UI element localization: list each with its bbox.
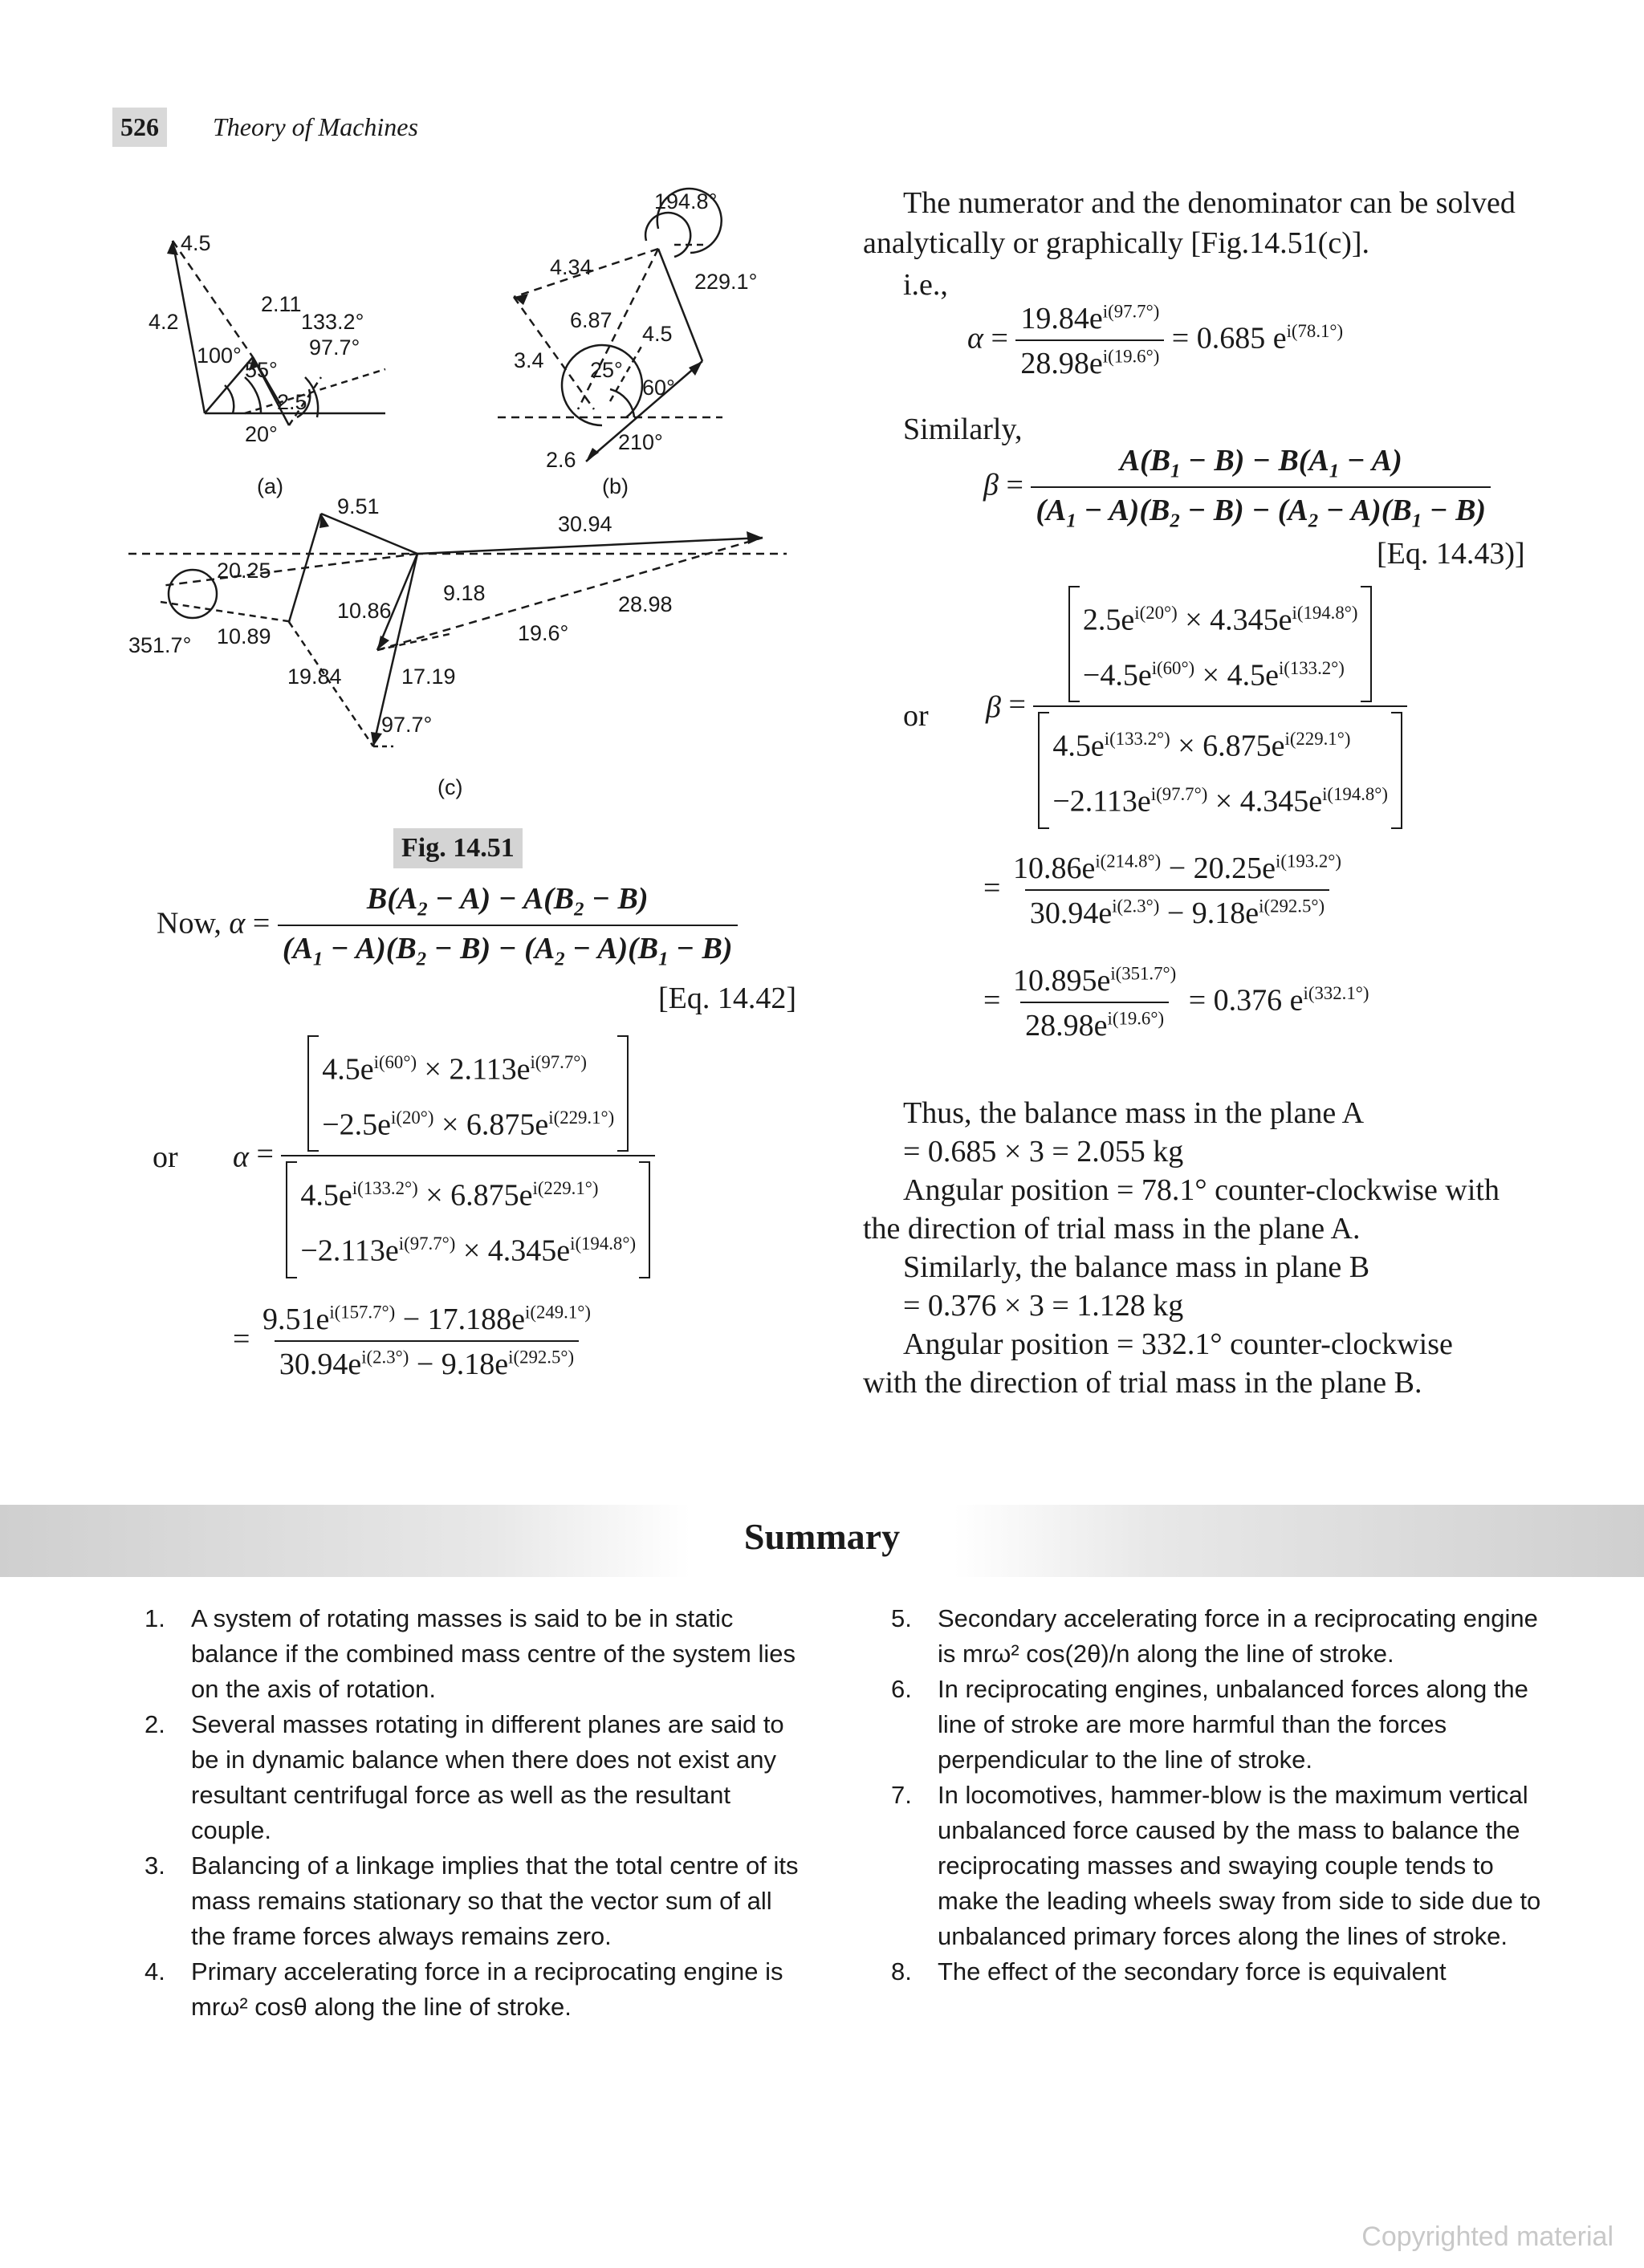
label-a-100: 100° xyxy=(197,343,242,368)
beta-equation-general: β = $\frac{A(B_1 - B) - B(A_1 - A)}{(A_1 - A)(B_2 - B) - (A_2 - A)(B_1 - B)}$ xyxy=(983,443,1491,532)
or-label-right: or xyxy=(903,699,929,733)
summary-item-8: 8. The effect of the secondary force is equivalent xyxy=(891,1957,1447,1986)
label-b-210: 210° xyxy=(618,430,663,454)
intro-line-1: The numerator and the denominator can be solved xyxy=(903,186,1516,220)
alpha-equation-general: Now, α = $\frac{B(A_2 - A) - A(B_2 - B)}{(A_1 - A)(B_2 - B) - (A_2 - A)(B_1 - B)}$ xyxy=(157,881,738,970)
label-a-2-5: 2.5 xyxy=(277,390,307,414)
label-c-20-25: 20.25 xyxy=(217,559,271,583)
label-b-229: 229.1° xyxy=(694,270,758,294)
label-b-4-34: 4.34 xyxy=(550,255,592,279)
label-b-3-4: 3.4 xyxy=(514,348,544,372)
summary-item-2: 2. Several masses rotating in different planes are said to be in dynamic balance when there does not exist any resultant centrifugal force as well as the resultant couple. xyxy=(144,1710,784,1844)
label-c-17-19: 17.19 xyxy=(401,665,456,689)
label-b-25: 25° xyxy=(590,358,623,382)
beta-equation-result: = $\frac{10.895e^{i(351.7^\circ)}}{28.98e^{i(19.6^\circ)}}$ = 0.376 $e^{i(332.1^\circ)}$ xyxy=(983,963,1369,1043)
summary-left-column xyxy=(144,1601,811,2025)
thus-line-8: with the direction of trial mass in the plane B. xyxy=(863,1366,1422,1400)
eq-ref-14-43: [Eq. 14.43)] xyxy=(1377,537,1525,571)
label-b-60: 60° xyxy=(642,376,675,400)
thus-line-7: Angular position = 332.1° counter-clockwise xyxy=(903,1327,1453,1361)
copyright-watermark: Copyrighted material xyxy=(1361,2221,1613,2252)
alpha-value-equation: α = $\frac{19.84e^{i(97.7^\circ)}}{28.98e^{i(19.6^\circ)}}$ = 0.685 $e^{i(78.1^\circ)}$ xyxy=(967,301,1344,380)
thus-line-1: Thus, the balance mass in the plane A xyxy=(903,1096,1365,1130)
label-b-6-87: 6.87 xyxy=(570,308,612,332)
label-a-133: 133.2° xyxy=(301,310,364,334)
summary-item-4: 4. Primary accelerating force in a reciprocating engine is mrω² cosθ along the line of stroke. xyxy=(144,1957,783,2021)
label-c-9-18: 9.18 xyxy=(443,581,486,605)
label-a: (a) xyxy=(257,474,283,498)
eq-ref-14-42: [Eq. 14.42] xyxy=(658,982,797,1015)
label-c-351: 351.7° xyxy=(128,633,192,657)
ie-label: i.e., xyxy=(903,268,948,302)
label-b-194: 194.8° xyxy=(654,189,718,213)
label-c-9-51: 9.51 xyxy=(337,494,380,518)
label-a-55: 55° xyxy=(245,358,278,382)
page-number: 526 xyxy=(112,108,167,147)
label-c: (c) xyxy=(437,775,463,799)
label-b: (b) xyxy=(602,474,629,498)
label-a-97: 97.7° xyxy=(309,335,360,360)
now-label: Now, xyxy=(157,906,222,941)
summary-item-3: 3. Balancing of a linkage implies that the total centre of its mass remains stationary so that the vector sum of all the frame forces always remains zero. xyxy=(144,1851,799,1950)
alpha-equation-complex: α = $4.5e^{i(60^\circ)} \times 2.113e^{i(97.7^\circ)}$ $-2.5e^{i(20^\circ)} \times 6.875e^{i(229.1^\circ)}$ $4.5e^{i(133.2^\circ)} \times 6.875e^{i(229.1^\circ)}$ $-2.113e^{i(97.7^\circ)} \times 4.345e^{i(194.8^\circ)}$ xyxy=(233,1035,655,1278)
label-c-10-89: 10.89 xyxy=(217,624,271,648)
label-a-2-11: 2.11 xyxy=(261,292,302,316)
running-head: Theory of Machines xyxy=(213,112,418,141)
thus-line-2: = 0.685 × 3 = 2.055 kg xyxy=(903,1135,1184,1169)
thus-line-3: Angular position = 78.1° counter-clockwise with xyxy=(903,1173,1500,1207)
figure-14-51 xyxy=(112,185,835,811)
label-c-10-86: 10.86 xyxy=(337,599,392,623)
or-label-left: or xyxy=(153,1140,178,1174)
summary-item-6: 6. In reciprocating engines, unbalanced forces along the line of stroke are more harmful than the forces perpendicular to the line of stroke. xyxy=(891,1675,1528,1774)
label-b-4-5: 4.5 xyxy=(642,322,673,346)
summary-item-5: 5. Secondary accelerating force in a reciprocating engine is mrω² cos(2θ)/n along the line of stroke. xyxy=(891,1604,1538,1668)
beta-equation-step: = $\frac{10.86e^{i(214.8^\circ)} - 20.25e^{i(193.2^\circ)}}{30.94e^{i(2.3^\circ)} - 9.18e^{i(292.5^\circ)}}$ xyxy=(983,851,1341,930)
label-a-20: 20° xyxy=(245,422,278,446)
summary-right-column xyxy=(891,1601,1557,1990)
alpha-equation-result: = $\frac{9.51e^{i(157.7^\circ)} - 17.188e^{i(249.1^\circ)}}{30.94e^{i(2.3^\circ)} - 9.18e^{i(292.5^\circ)}}$ xyxy=(233,1302,591,1381)
intro-line-2: analytically or graphically [Fig.14.51(c)]. xyxy=(863,226,1370,260)
thus-line-4: the direction of trial mass in the plane A. xyxy=(863,1212,1361,1246)
figure-caption: Fig. 14.51 xyxy=(393,828,523,868)
label-c-28-98: 28.98 xyxy=(618,592,673,616)
summary-title: Summary xyxy=(743,1516,901,1557)
thus-line-6: = 0.376 × 3 = 1.128 kg xyxy=(903,1289,1184,1323)
label-b-2-6: 2.6 xyxy=(546,448,576,472)
beta-equation-complex: β = $2.5e^{i(20^\circ)} \times 4.345e^{i(194.8^\circ)}$ $-4.5e^{i(60^\circ)} \times 4.5e^{i(133.2^\circ)}$ $4.5e^{i(133.2^\circ)} \times 6.875e^{i(229.1^\circ)}$ $-2.113e^{i(97.7^\circ)} \times 4.345e^{i(194.8^\circ)}$ xyxy=(986,586,1407,829)
similarly-label: Similarly, xyxy=(903,413,1023,446)
label-c-19-6: 19.6° xyxy=(518,621,569,645)
label-c-97: 97.7° xyxy=(381,713,433,737)
label-a-4-5: 4.5 xyxy=(181,231,211,255)
summary-item-1: 1. A system of rotating masses is said to be in static balance if the combined mass centre of the system lies on the axis of rotation. xyxy=(144,1604,796,1703)
label-c-30-94: 30.94 xyxy=(558,512,612,536)
summary-item-7: 7. In locomotives, hammer-blow is the maximum vertical unbalanced force caused by the mass to balance the reciprocating masses and swaying couple tends to make the leading wheels sway from side to side due to unbalanced primary forces along the lines of stroke. xyxy=(891,1781,1541,1950)
thus-line-5: Similarly, the balance mass in plane B xyxy=(903,1250,1370,1284)
label-a-4-2: 4.2 xyxy=(149,310,179,334)
label-c-19-84: 19.84 xyxy=(287,665,342,689)
